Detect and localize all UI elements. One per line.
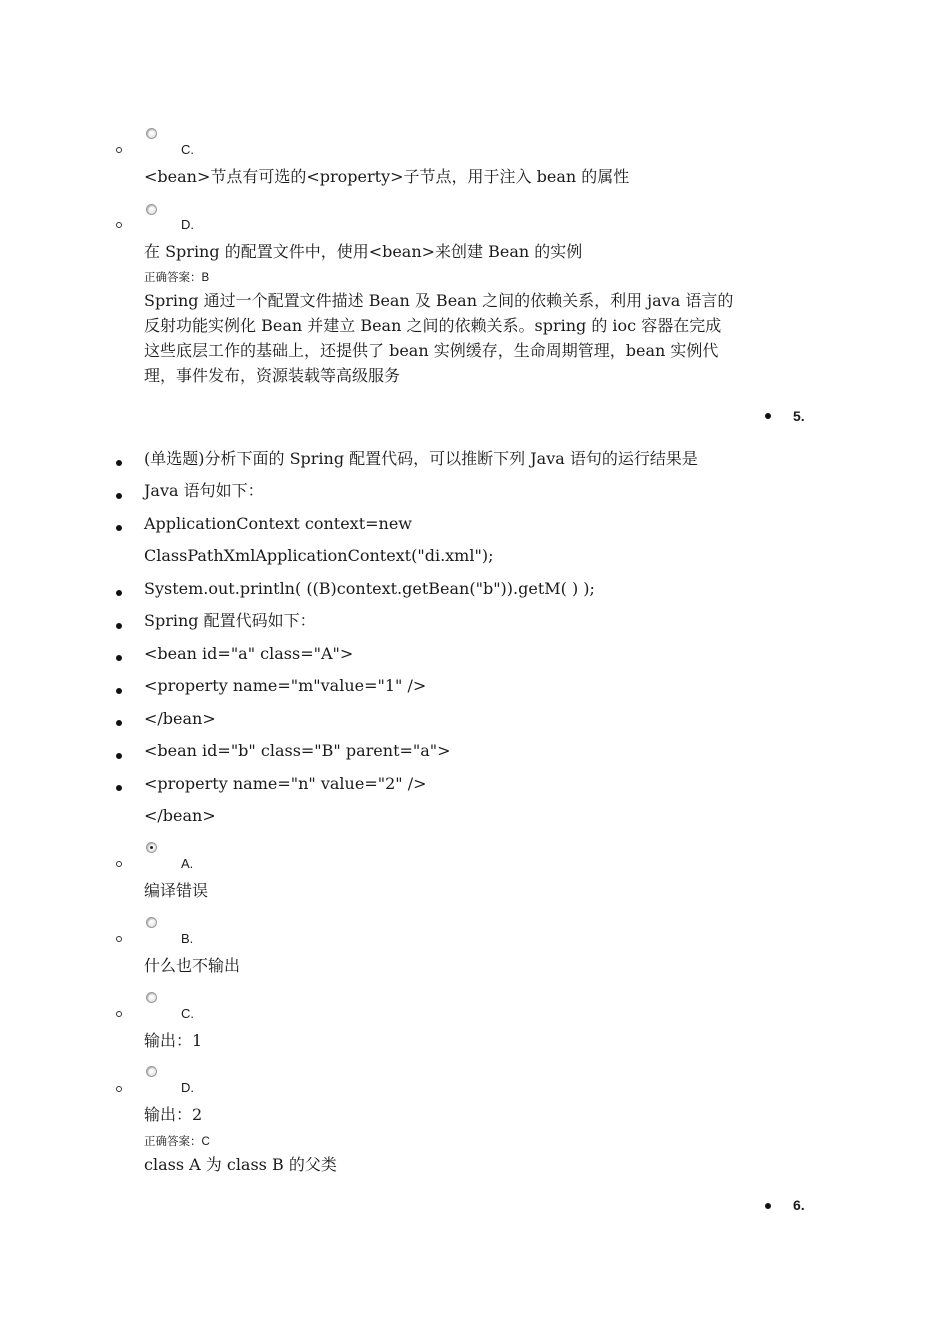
list-bullet-hollow [116,1086,122,1092]
option-text: 编译错误 [144,881,209,900]
question-line: <bean id="a" class="A"> [144,644,354,663]
explanation-line: Spring 通过一个配置文件描述 Bean 及 Bean 之间的依赖关系，利用 java 语言的 [144,291,734,310]
list-bullet [116,460,122,466]
list-bullet [116,655,122,661]
question-line: Java 语句如下： [144,481,264,500]
explanation-line: 理，事件发布，资源装载等高级服务 [144,366,401,385]
list-bullet [116,785,122,791]
question-line: <bean id="b" class="B" parent="a"> [144,741,451,760]
option-c-radio[interactable] [146,992,157,1003]
list-bullet [116,688,122,694]
question-line: ClassPathXmlApplicationContext("di.xml"); [144,546,494,565]
option-a-radio[interactable] [146,842,157,853]
list-bullet-hollow [116,936,122,942]
option-letter: D. [181,217,194,232]
question-line: (单选题)分析下面的 Spring 配置代码，可以推断下列 Java 语句的运行结果是 [144,449,698,468]
option-text: 在 Spring 的配置文件中，使用<bean>来创建 Bean 的实例 [144,242,583,261]
list-bullet-hollow [116,147,122,153]
list-bullet [116,493,122,499]
question-line: </bean> [144,709,216,728]
option-text: 输出：2 [144,1105,203,1124]
list-bullet-hollow [116,1011,122,1017]
list-bullet-hollow [116,861,122,867]
correct-answer-label: 正确答案：B [144,272,210,284]
option-letter: A. [181,856,194,871]
question-number: 5. [793,408,805,424]
correct-answer-label: 正确答案：C [144,1136,210,1148]
option-b-radio[interactable] [146,917,157,928]
option-letter: C. [181,142,194,157]
list-bullet [116,590,122,596]
question-number: 6. [793,1197,805,1213]
question-line: ApplicationContext context=new [144,514,412,533]
option-letter: C. [181,1006,194,1021]
option-text: <bean>节点有可选的<property>子节点，用于注入 bean 的属性 [144,167,630,186]
question-line: <property name="n" value="2" /> [144,774,427,793]
list-bullet [116,753,122,759]
explanation-line: 这些底层工作的基础上，还提供了 bean 实例缓存，生命周期管理，bean 实例代 [144,341,719,360]
option-c-radio[interactable] [146,128,157,139]
question-line: System.out.println( ((B)context.getBean("b")).getM( ) ); [144,579,595,598]
option-text: 什么也不输出 [144,956,241,975]
option-text: 输出：1 [144,1031,203,1050]
option-letter: B. [181,931,194,946]
question-bullet [765,413,771,419]
list-bullet [116,525,122,531]
explanation-line: 反射功能实例化 Bean 并建立 Bean 之间的依赖关系。spring 的 ioc 容器在完成 [144,316,722,335]
question-line: Spring 配置代码如下： [144,611,316,630]
option-letter: D. [181,1080,194,1095]
question-line: <property name="m"value="1" /> [144,676,427,695]
question-line: </bean> [144,806,216,825]
list-bullet-hollow [116,222,122,228]
list-bullet [116,720,122,726]
option-d-radio[interactable] [146,204,157,215]
question-bullet [765,1203,771,1209]
explanation-line: class A 为 class B 的父类 [144,1155,337,1174]
option-d-radio[interactable] [146,1066,157,1077]
list-bullet [116,623,122,629]
